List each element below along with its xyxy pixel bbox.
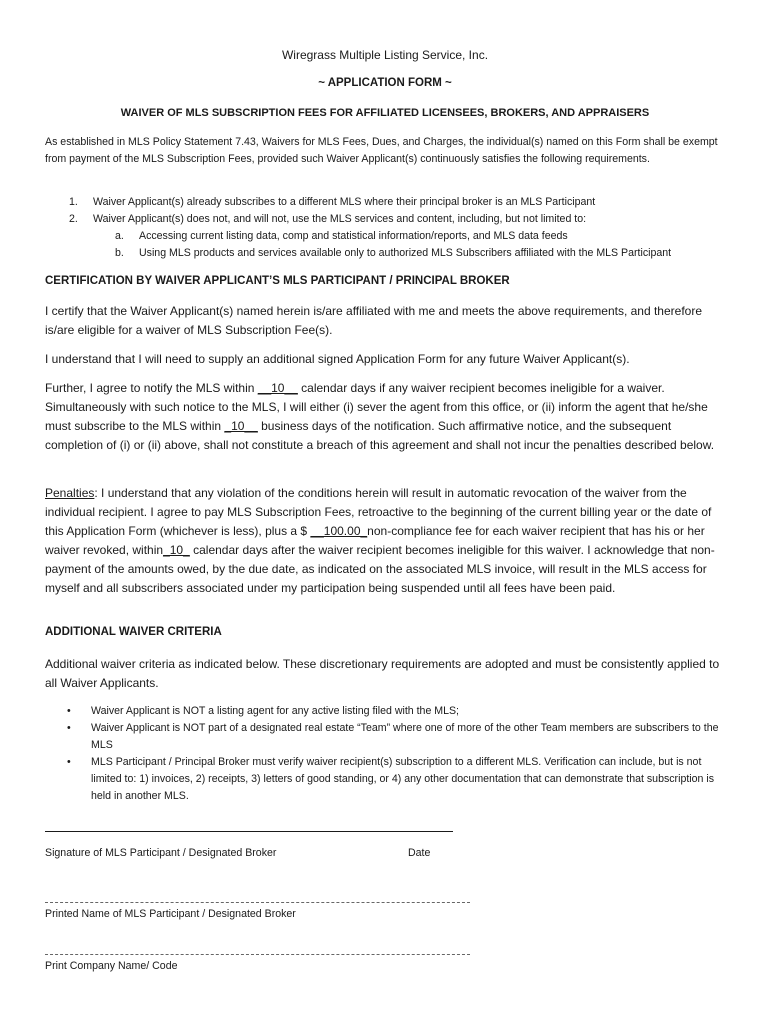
intro-paragraph: As established in MLS Policy Statement 7.43, Waivers for MLS Fees, Dues, and Charges, the individual(s) named on this Form shall be exempt from payment of the MLS Subscription Fees, provided such Waiver Applicant(s) continuously satisfies the following requirements. xyxy=(45,136,718,165)
sub-requirement-letter: a. xyxy=(115,230,124,242)
additional-criteria-heading: ADDITIONAL WAIVER CRITERIA xyxy=(45,626,222,638)
requirement-text: Waiver Applicant(s) already subscribes to a different MLS where their principal broker is an MLS Participant xyxy=(93,196,596,208)
certification-paragraph-2: I understand that I will need to supply an additional signed Application Form for any future Waiver Applicant(s). xyxy=(45,352,630,366)
sub-requirement-item xyxy=(93,228,730,245)
cert-text-b: calendar days if any waiver recipient becomes ineligible for a waiver. Simultaneously with such notice to the MLS, I will either (i) sever the agent from this office, or (ii) inform the agent that he/she must subscribe to the MLS within xyxy=(45,381,708,433)
sub-requirement-text: Using MLS products and services available only to authorized MLS Subscribers affiliated with the MLS Participant xyxy=(139,247,672,259)
form-title: ~ APPLICATION FORM ~ xyxy=(318,77,452,89)
signature-label: Signature of MLS Participant / Designated Broker xyxy=(45,847,277,859)
date-label: Date xyxy=(408,847,431,859)
sub-requirement-letter: b. xyxy=(115,247,124,259)
penalty-days-field[interactable]: _10_ xyxy=(163,543,190,557)
fee-amount-field[interactable]: __100.00_ xyxy=(310,524,368,538)
penalties-paragraph xyxy=(45,484,730,598)
bullet-icon: • xyxy=(67,722,71,734)
company-name-label: Print Company Name/ Code xyxy=(45,960,178,972)
sub-requirements-list xyxy=(93,228,730,262)
cert-text-a: Further, I agree to notify the MLS within xyxy=(45,381,258,395)
certification-paragraph-1: I certify that the Waiver Applicant(s) named herein is/are affiliated with me and meets the above requirements, and therefore is/are eligible for a waiver of MLS Subscription Fee(s). xyxy=(45,304,703,337)
waiver-title: WAIVER OF MLS SUBSCRIPTION FEES FOR AFFILIATED LICENSEES, BROKERS, AND APPRAISERS xyxy=(120,107,650,119)
requirement-text: Waiver Applicant(s) does not, and will not, use the MLS services and content, including, but not limited to: xyxy=(93,213,587,225)
requirement-number: 2. xyxy=(69,213,78,225)
certification-paragraph-3 xyxy=(45,379,730,455)
requirement-item xyxy=(45,211,730,262)
requirement-number: 1. xyxy=(69,196,78,208)
criteria-item xyxy=(45,720,730,754)
company-name-line[interactable] xyxy=(45,954,470,955)
penalties-text-c: calendar days after the waiver recipient becomes ineligible for this waiver. I acknowledge that non-payment of the amounts owed, by the due date, as indicated on the associated MLS invoice, will result in the MLS access for myself and all subscribers associated under my participation being suspended until all fees have been paid. xyxy=(45,543,715,595)
printed-name-label: Printed Name of MLS Participant / Designated Broker xyxy=(45,908,296,920)
criteria-item xyxy=(45,754,730,805)
penalties-text-a: : I understand that any violation of the conditions herein will result in automatic revocation of the waiver from the individual recipient. I agree to pay MLS Subscription Fees, retroactive to the beginning of the current billing year or the date of this Application Form (whichever is less), plus a $ xyxy=(45,486,712,538)
notify-days-field[interactable]: __10__ xyxy=(257,381,298,395)
business-days-field[interactable]: _10__ xyxy=(224,419,258,433)
criteria-text: Waiver Applicant is NOT a listing agent for any active listing filed with the MLS; xyxy=(91,705,460,717)
signature-line[interactable] xyxy=(45,831,453,832)
bullet-icon: • xyxy=(67,705,71,717)
certification-heading: CERTIFICATION BY WAIVER APPLICANT’S MLS PARTICIPANT / PRINCIPAL BROKER xyxy=(45,275,510,287)
criteria-text: Waiver Applicant is NOT part of a designated real estate “Team” where one of more of the other Team members are subscribers to the MLS xyxy=(91,722,719,751)
sub-requirement-item xyxy=(93,245,730,262)
criteria-item xyxy=(45,703,730,720)
bullet-icon: • xyxy=(67,756,71,768)
penalties-text-b: non-compliance fee for each waiver recipient that has his or her waiver revoked, within xyxy=(45,524,705,557)
penalties-label: Penalties xyxy=(45,486,95,500)
requirement-item xyxy=(45,194,730,211)
printed-name-line[interactable] xyxy=(45,902,470,903)
requirements-list xyxy=(45,194,730,262)
criteria-text: MLS Participant / Principal Broker must verify waiver recipient(s) subscription to a different MLS. Verification can include, but is not limited to: 1) invoices, 2) receipts, 3) letters of good standing, or 4) any other documentation that can demonstrate that subscription is held in another MLS. xyxy=(91,756,715,802)
organization-name: Wiregrass Multiple Listing Service, Inc. xyxy=(281,48,489,62)
sub-requirement-text: Accessing current listing data, comp and statistical information/reports, and MLS data feeds xyxy=(139,230,568,242)
cert-text-c: business days of the notification. Such affirmative notice, and the subsequent completion of (i) or (ii) above, shall not constitute a breach of this agreement and shall not incur the penalties described below. xyxy=(45,419,715,452)
additional-criteria-intro: Additional waiver criteria as indicated below. These discretionary requirements are adopted and must be consistently applied to all Waiver Applicants. xyxy=(45,657,720,690)
criteria-list xyxy=(45,703,730,805)
